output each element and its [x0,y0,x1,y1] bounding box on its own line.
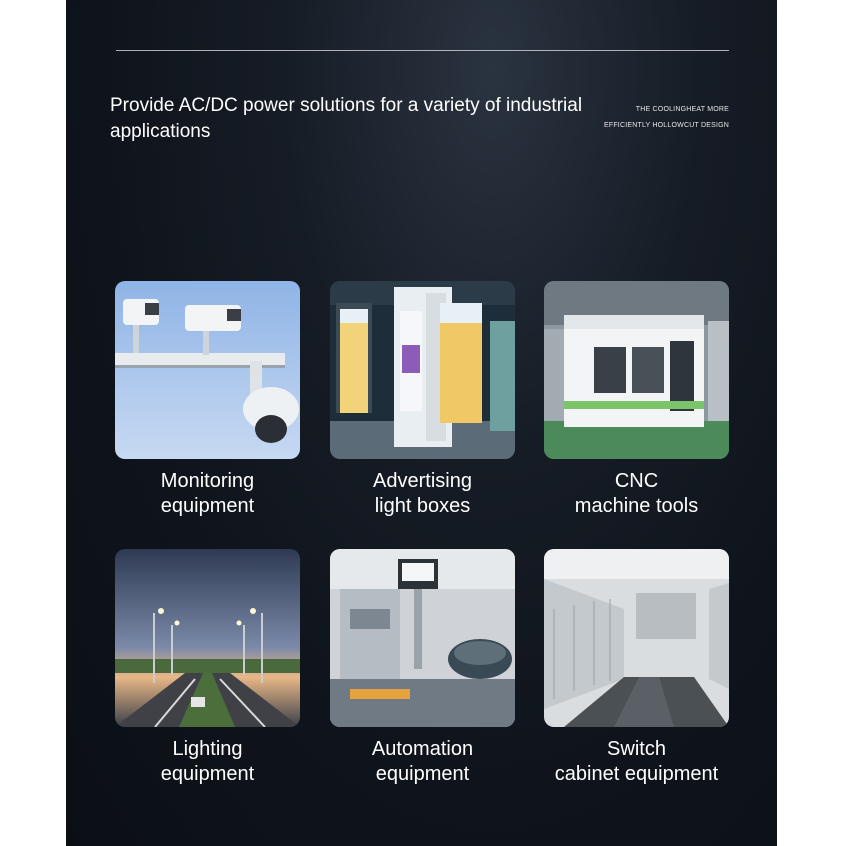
street-light-photo [115,549,300,727]
page-headline: Provide AC/DC power solutions for a variety of industrial applications [110,95,583,142]
application-label: Advertising light boxes [373,470,472,517]
tagline [604,102,729,134]
application-label: Monitoring equipment [160,470,255,517]
divider-line [116,50,729,51]
content-panel [66,0,777,846]
tagline-line-2: EFFICIENTLY HOLLOWCUT DESIGN [603,122,729,129]
switch-cabinet-photo [544,549,729,727]
security-camera-photo [115,281,300,459]
application-label: Switch cabinet equipment [554,738,719,785]
automation-machine-photo [330,549,515,727]
application-label: CNC machine tools [574,470,699,517]
application-label: Lighting equipment [160,738,255,785]
application-card-automation [330,549,515,787]
application-card-cnc [544,281,729,519]
tagline-line-1: THE COOLINGHEAT MORE [635,106,729,113]
application-card-switch-cabinet [544,549,729,787]
application-card-monitoring [115,281,300,519]
application-label: Automation equipment [371,738,474,785]
light-box-photo [330,281,515,459]
cnc-machine-photo [544,281,729,459]
application-card-lighting [115,549,300,787]
application-card-advertising [330,281,515,519]
